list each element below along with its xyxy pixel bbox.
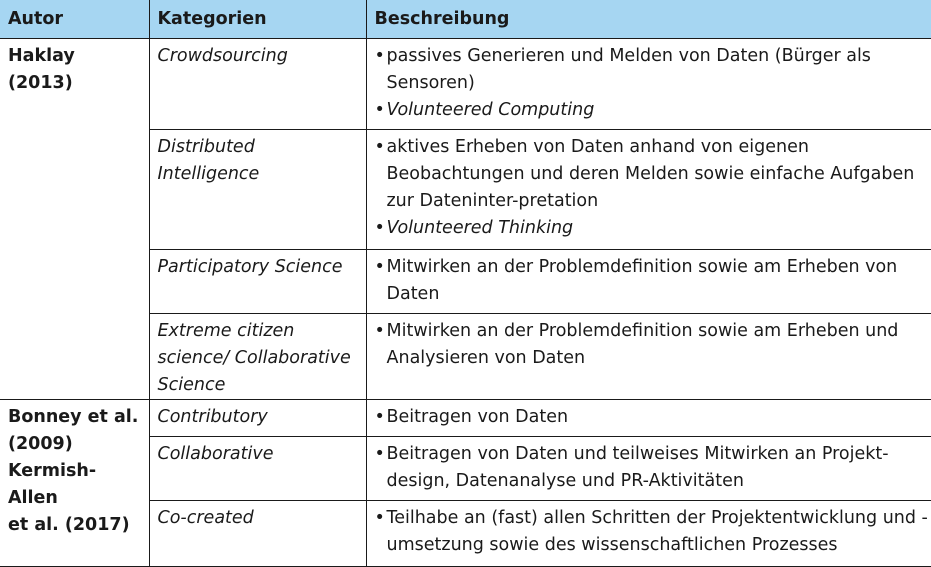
author-cell: [0, 39, 149, 400]
description-cell: [366, 400, 931, 437]
bullet-icon: •: [374, 46, 385, 66]
category-cell: Participatory Science: [149, 250, 366, 314]
category-cell: Extreme citizen science/ Collaborative Science: [149, 314, 366, 400]
bullet-text: Beitragen von Daten: [386, 407, 569, 427]
header-row: [0, 0, 931, 39]
table-body: [0, 39, 931, 567]
author-cell: [0, 400, 149, 567]
bullet-icon: •: [374, 508, 385, 528]
bullet-icon: •: [374, 137, 385, 157]
author-line: (2009): [8, 434, 73, 454]
bullet-item: [375, 134, 930, 215]
bullet-icon: •: [374, 444, 385, 464]
bullet-text: Beitragen von Daten und teilweises Mitwirken an Projekt-design, Datenanalyse und PR-Aktivitäten: [386, 444, 889, 491]
bullet-item: [375, 505, 930, 559]
category-cell: Collaborative: [149, 437, 366, 501]
bullet-item: [375, 215, 930, 242]
header-kategorien: Kategorien: [149, 0, 366, 39]
author-line: Kermish-Allen: [8, 461, 97, 508]
bullet-item: [375, 441, 930, 495]
description-cell: [366, 314, 931, 400]
category-cell: Crowdsourcing: [149, 39, 366, 130]
bullet-icon: •: [374, 257, 385, 277]
bullet-text: passives Generieren und Melden von Daten (Bürger als Sensoren): [386, 46, 871, 93]
author-line: Bonney et al.: [8, 407, 139, 427]
bullet-text: Volunteered Thinking: [386, 218, 574, 238]
bullet-item: [375, 318, 930, 372]
bullet-text: Mitwirken an der Problemdefinition sowie am Erheben und Analysieren von Daten: [386, 321, 899, 368]
category-cell: Contributory: [149, 400, 366, 437]
bullet-icon: •: [374, 407, 385, 427]
bullet-text: Mitwirken an der Problemdefinition sowie am Erheben von Daten: [386, 257, 898, 304]
bullet-item: [375, 43, 930, 97]
table-row: [0, 400, 931, 437]
bullet-item: [375, 97, 930, 124]
bullet-icon: •: [374, 321, 385, 341]
description-cell: [366, 250, 931, 314]
bullet-item: [375, 404, 930, 431]
bullet-icon: •: [374, 100, 385, 120]
header-beschreibung: Beschreibung: [366, 0, 931, 39]
category-cell: Distributed Intelligence: [149, 130, 366, 250]
description-cell: [366, 130, 931, 250]
author-line: Haklay (2013): [8, 46, 75, 93]
description-cell: [366, 437, 931, 501]
bullet-item: [375, 254, 930, 308]
table-row: [0, 39, 931, 130]
header-autor: Autor: [0, 0, 149, 39]
description-cell: [366, 39, 931, 130]
bullet-text: Volunteered Computing: [386, 100, 595, 120]
category-cell: Co-created: [149, 501, 366, 567]
bullet-icon: •: [374, 218, 385, 238]
bullet-text: Teilhabe an (fast) allen Schritten der Projektentwicklung und -umsetzung sowie des wissenschaftlichen Prozesses: [386, 508, 928, 555]
author-line: et al. (2017): [8, 515, 130, 535]
bullet-text: aktives Erheben von Daten anhand von eigenen Beobachtungen und deren Melden sowie einfache Aufgaben zur Dateninter-pretation: [386, 137, 915, 211]
description-cell: [366, 501, 931, 567]
